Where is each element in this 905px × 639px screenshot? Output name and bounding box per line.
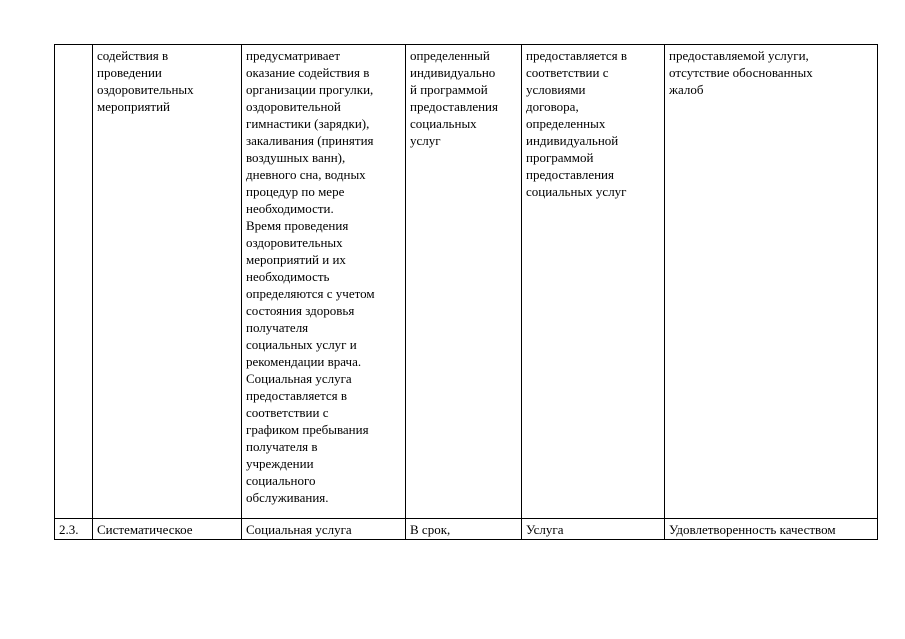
cell-quality	[665, 519, 878, 540]
cell-service-name	[93, 519, 242, 540]
cell-text-line: жалоб	[669, 82, 704, 97]
cell-text-line: оказание содействия в	[246, 65, 370, 80]
cell-text-line: оздоровительных	[97, 82, 194, 97]
cell-text-line: программой	[526, 150, 594, 165]
cell-text-line: предусматривает	[246, 48, 340, 63]
cell-text-line: графиком пребывания	[246, 422, 369, 437]
cell-text-line: состояния здоровья	[246, 303, 355, 318]
cell-term	[406, 45, 522, 519]
cell-term	[406, 519, 522, 540]
cell-text-line: услуг	[410, 133, 441, 148]
cell-text-line: определенный	[410, 48, 490, 63]
cell-text-line: определяются с учетом	[246, 286, 375, 301]
cell-description	[242, 519, 406, 540]
cell-text-line: соответствии с	[526, 65, 609, 80]
cell-number	[55, 519, 93, 540]
cell-text-line: предоставляется в	[246, 388, 348, 403]
cell-text-line: процедур по мере	[246, 184, 345, 199]
cell-text-line: социального	[246, 473, 316, 488]
cell-text-line: отсутствие обоснованных	[669, 65, 813, 80]
cell-text-line: индивидуальной	[526, 133, 619, 148]
cell-text-line: дневного сна, водных	[246, 167, 366, 182]
cell-service-name	[93, 45, 242, 519]
cell-text-line: предоставления	[526, 167, 614, 182]
cell-text-line: мероприятий	[97, 99, 170, 114]
cell-quality	[665, 45, 878, 519]
cell-text-line: соответствии с	[246, 405, 329, 420]
cell-text-line: мероприятий и их	[246, 252, 346, 267]
cell-text-line: Удовлетворенность качеством	[669, 522, 836, 537]
table-row	[55, 519, 878, 540]
cell-text-line: Социальная услуга	[246, 522, 352, 537]
cell-text-line: индивидуально	[410, 65, 496, 80]
cell-conditions	[522, 519, 665, 540]
cell-text-line: закаливания (принятия	[246, 133, 374, 148]
cell-description	[242, 45, 406, 519]
cell-text-line: определенных	[526, 116, 606, 131]
cell-text-line: предоставляется в	[526, 48, 628, 63]
cell-text-line: рекомендации врача.	[246, 354, 362, 369]
cell-text-line: проведении	[97, 65, 162, 80]
cell-text-line: договора,	[526, 99, 579, 114]
cell-text-line: предоставления	[410, 99, 498, 114]
cell-text-line: Систематическое	[97, 522, 193, 537]
cell-text-line: Услуга	[526, 522, 564, 537]
cell-text-line: оздоровительной	[246, 99, 341, 114]
cell-text-line: предоставляемой услуги,	[669, 48, 809, 63]
cell-number	[55, 45, 93, 519]
cell-text-line: учреждении	[246, 456, 314, 471]
cell-text-line: 2.3.	[59, 522, 79, 537]
cell-text-line: Социальная услуга	[246, 371, 352, 386]
cell-text-line: обслуживания.	[246, 490, 329, 505]
cell-text-line: получателя	[246, 320, 309, 335]
cell-text-line: Время проведения	[246, 218, 349, 233]
cell-text-line: й программой	[410, 82, 488, 97]
cell-text-line: социальных услуг и	[246, 337, 357, 352]
cell-text-line: содействия в	[97, 48, 169, 63]
cell-text-line: получателя в	[246, 439, 318, 454]
cell-text-line: В срок,	[410, 522, 451, 537]
cell-conditions	[522, 45, 665, 519]
cell-text-line: гимнастики (зарядки),	[246, 116, 370, 131]
cell-text-line: условиями	[526, 82, 586, 97]
cell-text-line: оздоровительных	[246, 235, 343, 250]
cell-text-line: организации прогулки,	[246, 82, 374, 97]
cell-text-line: воздушных ванн),	[246, 150, 346, 165]
cell-text-line: социальных	[410, 116, 477, 131]
table-row	[55, 45, 878, 519]
cell-text-line: социальных услуг	[526, 184, 627, 199]
cell-text-line: необходимость	[246, 269, 330, 284]
cell-text-line: необходимости.	[246, 201, 334, 216]
services-table	[54, 44, 878, 540]
